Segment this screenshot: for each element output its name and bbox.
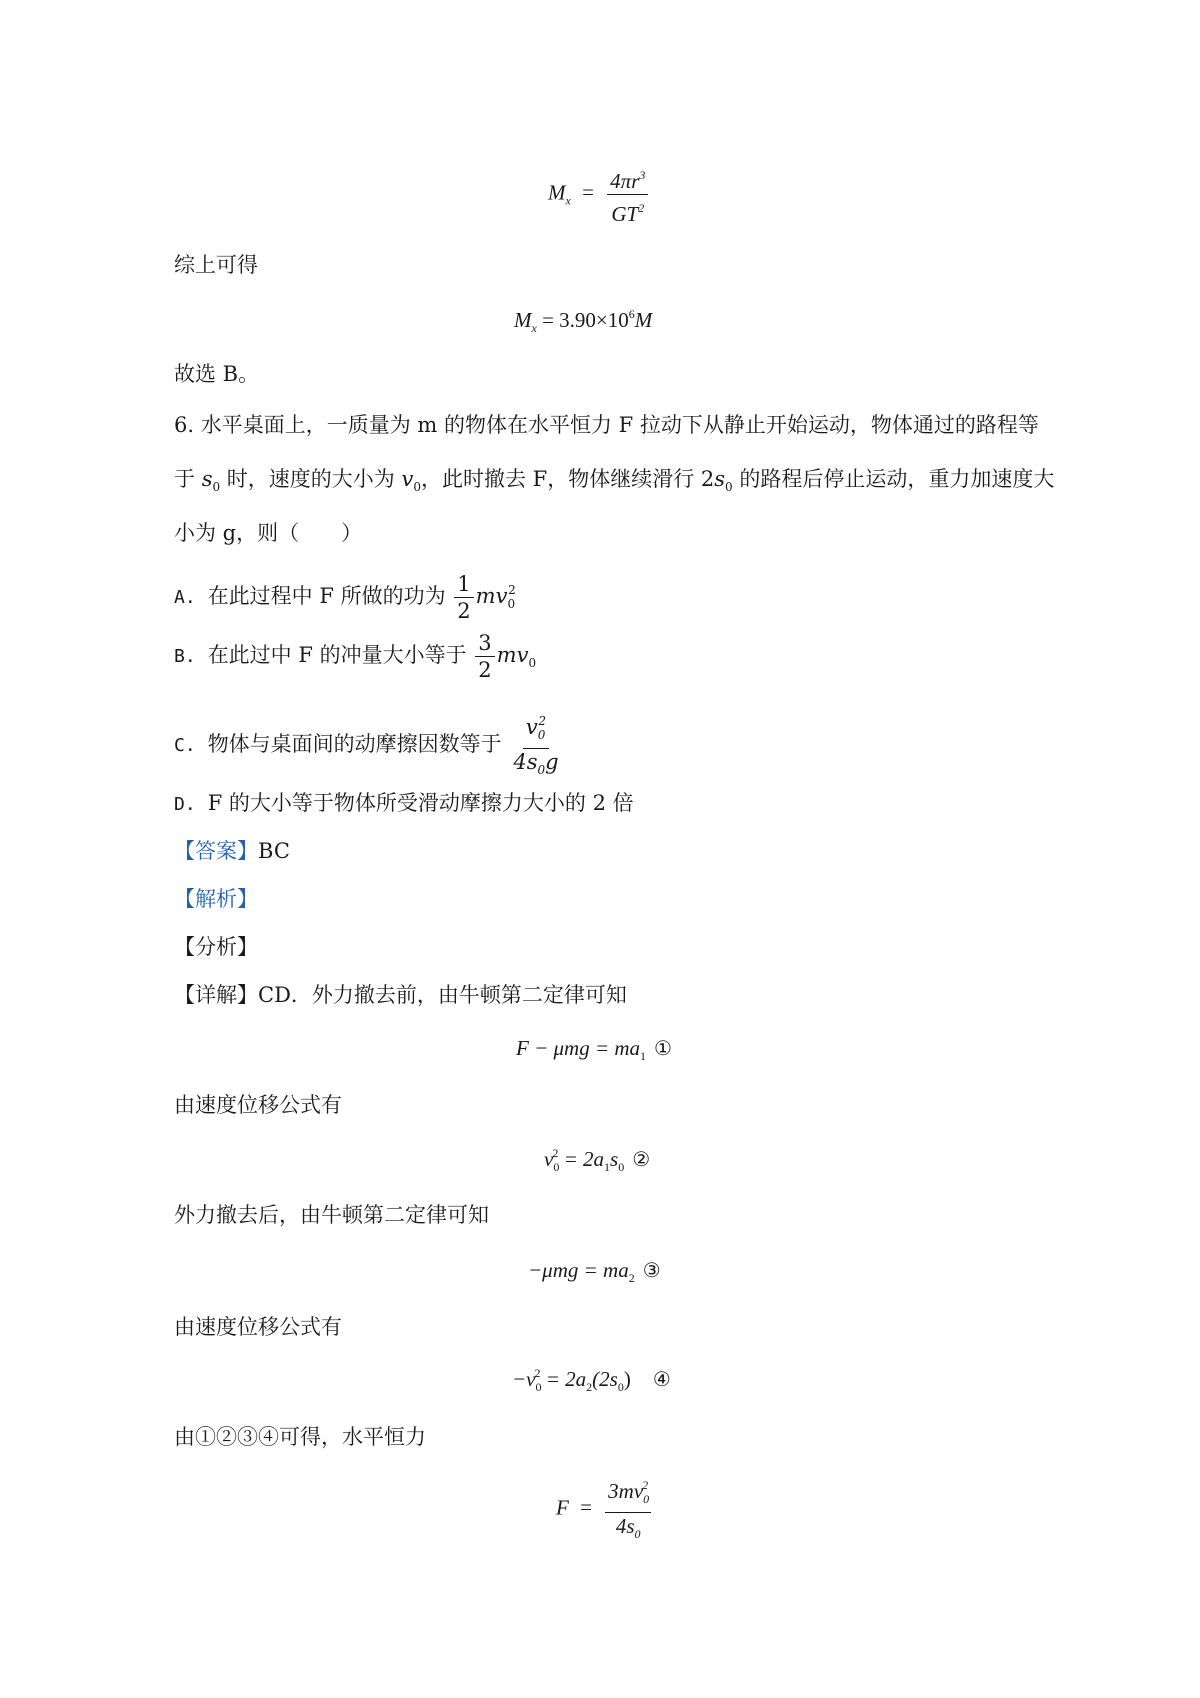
combine-line: 由①②③④可得，水平恒力 (174, 1425, 426, 1449)
equation-marker: ③ (642, 1258, 661, 1282)
numerator-exponent: 3 (639, 168, 646, 182)
value-text: = 3.90×10 (542, 308, 629, 332)
equals-sign: = (582, 180, 594, 205)
option-c (174, 710, 564, 781)
equation-marker: ④ (652, 1367, 671, 1391)
numerator: 4πr (610, 169, 640, 193)
question-line-3: 小为 g，则（ ） (174, 521, 363, 545)
subscript-x: x (565, 193, 571, 208)
fenxi-label: 【分析】 (174, 935, 258, 959)
equation-3: $-\mu mg = ma_2$ ③ (528, 1258, 661, 1285)
exponent: 6 (628, 307, 635, 321)
analysis-label: 【解析】 (174, 887, 258, 911)
fraction: $\frac{v_0^2}{4s_0g}$ (510, 710, 561, 781)
answer-value: BC (258, 839, 290, 863)
denominator: GT (611, 202, 639, 226)
option-letter: C. (174, 735, 196, 756)
option-text: 在此过程中 F 所做的功为 (207, 584, 446, 608)
option-text: 物体与桌面间的动摩擦因数等于 (207, 732, 502, 756)
summary-line: 综上可得 (174, 253, 258, 277)
option-letter: B. (174, 646, 196, 667)
unit-m: M (634, 308, 653, 332)
question-line-2: 于 $s_0$ 时，速度的大小为 $v_0$，此时撤去 F，物体继续滑行 $2s_0$ 的路程后停止运动，重力加速度大 (174, 467, 1055, 494)
subscript-x: x (531, 321, 537, 335)
equation-2: $v_0^2 = 2a_1s_0$ ② (544, 1146, 651, 1174)
question-line-1: 6. 水平桌面上，一质量为 m 的物体在水平恒力 F 拉动下从静止开始运动，物体通过的路程等 (174, 413, 1039, 437)
answer-label: 【答案】 (174, 839, 258, 863)
denominator-exponent: 2 (638, 201, 645, 215)
option-letter: A. (174, 587, 196, 608)
equation-mass-value (514, 307, 652, 336)
detail-line (174, 982, 627, 1008)
option-a: A. 在此过程中 F 所做的功为 $\frac{1}{2}$ $mv_0^2$ (174, 572, 516, 623)
speed-formula-line-1: 由速度位移公式有 (174, 1093, 342, 1117)
equation-mass-formula (548, 164, 650, 225)
answer-line (174, 838, 290, 864)
fraction: $\frac{1}{2}$ (454, 573, 473, 622)
option-letter: D. (174, 794, 196, 815)
option-text: 在此过中 F 的冲量大小等于 (207, 643, 467, 667)
symbol-m: M (514, 308, 532, 332)
detail-text: CD．外力撤去前，由牛顿第二定律可知 (258, 983, 627, 1007)
option-d (174, 790, 634, 818)
fraction (607, 164, 648, 225)
fraction: $\frac{3mv_0^2}{4s_0}$ (605, 1474, 651, 1545)
symbol-m: M (548, 180, 566, 205)
choose-line: 故选 B。 (174, 362, 260, 386)
option-text: F 的大小等于物体所受滑动摩擦力大小的 2 倍 (207, 791, 634, 815)
speed-formula-line-2: 由速度位移公式有 (174, 1315, 342, 1339)
fraction: $\frac{3}{2}$ (475, 632, 494, 681)
equation-force: F = $\frac{3mv_0^2}{4s_0}$ (556, 1474, 653, 1545)
equation-4: $-v_0^2 = 2a_2(2s_0)$ ④ (512, 1366, 671, 1394)
after-removal-line: 外力撤去后，由牛顿第二定律可知 (174, 1203, 489, 1227)
equation-marker: ① (654, 1036, 672, 1060)
option-b: B. 在此过中 F 的冲量大小等于 $\frac{3}{2}$ $mv_0$ (174, 631, 537, 682)
detail-label: 【详解】 (174, 983, 258, 1007)
equation-1: $F - \mu mg = ma_1$ ① (516, 1036, 672, 1063)
equation-marker: ② (632, 1147, 651, 1171)
